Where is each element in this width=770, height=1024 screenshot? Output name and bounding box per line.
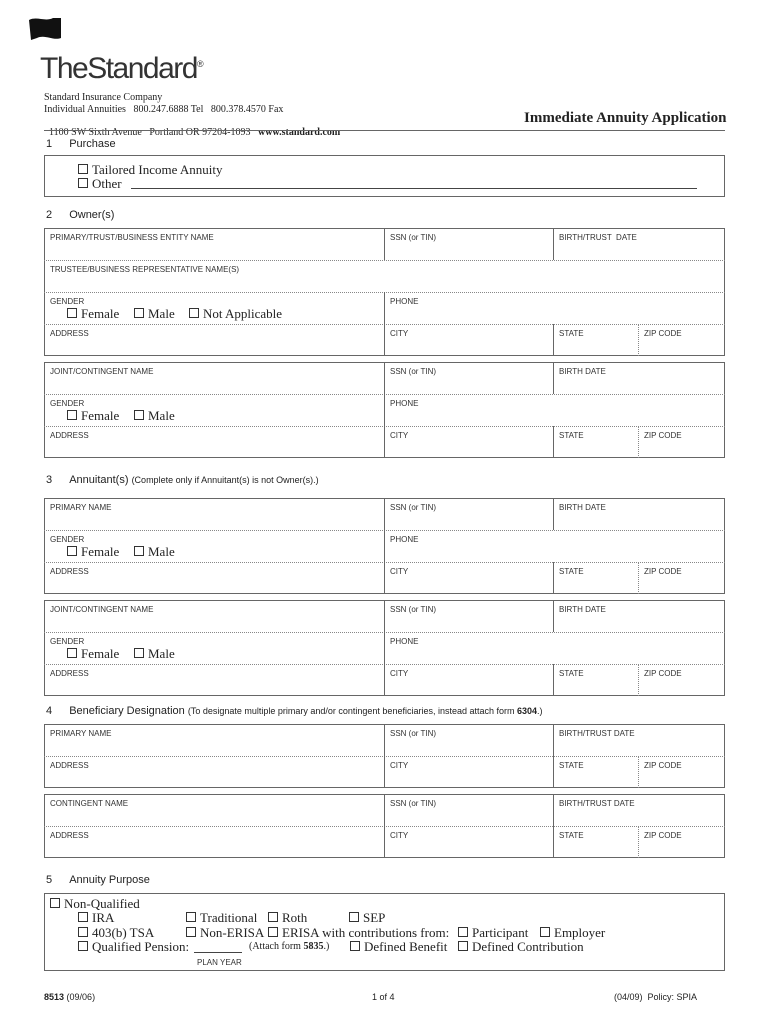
annuitant-joint-name-field[interactable]: JOINT/CONTINGENT NAME [50,605,154,614]
annuitant-ssn-field[interactable]: SSN (or TIN) [390,503,437,512]
employer-label: Employer [554,925,606,940]
form-number [44,992,95,1002]
divider [553,794,554,858]
divider [384,794,385,858]
logo-registered: ® [196,59,203,69]
owner-state-field[interactable]: STATE [559,329,584,338]
divider [638,756,639,788]
section-3-heading [46,474,319,486]
defined-benefit-label: Defined Benefit [364,939,448,954]
beneficiary-state-field[interactable]: STATE [559,761,584,770]
section-4-number: 4 [46,705,53,717]
divider [384,362,385,458]
company-website[interactable]: www.standard.com [257,127,341,138]
divider [553,228,554,260]
annuitant-joint-phone-field[interactable]: PHONE [390,637,419,646]
male-label: Male [148,544,175,559]
beneficiary-contingent-city-field[interactable]: CITY [390,831,409,840]
traditional-label: Traditional [200,910,258,925]
owner-primary-name-field[interactable]: PRIMARY/TRUST/BUSINESS ENTITY NAME [50,233,214,242]
policy-info: (04/09) Policy: SPIA [614,992,698,1002]
divider [384,228,385,260]
divider [553,324,554,356]
non-erisa-label: Non-ERISA [200,925,265,940]
participant-label: Participant [472,925,529,940]
divider [553,426,554,458]
owner-joint-state-field[interactable]: STATE [559,431,584,440]
defined-contribution-checkbox[interactable] [458,939,584,955]
header-rule [44,130,725,131]
annuitant-joint-birth-field[interactable]: BIRTH DATE [559,605,606,614]
attach-form-note [249,941,329,952]
annuitant-joint-zip-field[interactable]: ZIP CODE [644,669,682,678]
page-number: 1 of 4 [372,992,395,1002]
attach-text: (Attach form [249,941,304,952]
section-2-number: 2 [46,209,53,221]
attach-text-end: .) [323,941,330,952]
male-label: Male [148,408,175,423]
other-checkbox[interactable] [78,176,122,192]
owner-not-applicable-checkbox[interactable] [189,306,282,322]
section-1-heading [46,138,116,150]
annuitant-address-field[interactable]: ADDRESS [50,567,89,576]
owner-ssn-field[interactable]: SSN (or TIN) [390,233,437,242]
male-label: Male [148,306,175,321]
owner-zip-field[interactable]: ZIP CODE [644,329,682,338]
annuitant-joint-gender-label: GENDER [50,637,85,646]
divider [553,498,554,530]
ira-label: IRA [92,910,115,925]
sep-checkbox[interactable] [349,910,385,926]
divider [638,426,639,458]
female-label: Female [81,408,120,423]
note-text: (To designate multiple primary and/or contingent beneficiaries, instead attach form [187,706,518,716]
owner-male-checkbox[interactable] [134,306,175,322]
form-5835-ref: 5835 [303,941,324,952]
owner-birth-trust-field[interactable]: BIRTH/TRUST DATE [559,233,637,242]
owner-phone-field[interactable]: PHONE [390,297,419,306]
divider [638,562,639,594]
erisa-label: ERISA with contributions from: [282,925,450,940]
annuitant-joint-address-field[interactable]: ADDRESS [50,669,89,678]
tailored-income-label: Tailored Income Annuity [92,162,223,177]
owner-joint-zip-field[interactable]: ZIP CODE [644,431,682,440]
section-1-title: Purchase [69,138,116,150]
other-label: Other [92,176,122,191]
annuitant-primary-name-field[interactable]: PRIMARY NAME [50,503,112,512]
qualified-pension-label: Qualified Pension: [92,939,190,954]
divider [384,498,385,594]
beneficiary-contingent-birth-field[interactable]: BIRTH/TRUST DATE [559,799,635,808]
beneficiary-city-field[interactable]: CITY [390,761,409,770]
divider [384,292,385,356]
note-text-end: .) [537,706,543,716]
male-label: Male [148,646,175,661]
beneficiary-zip-field[interactable]: ZIP CODE [644,761,682,770]
owner-trustee-field[interactable]: TRUSTEE/BUSINESS REPRESENTATIVE NAME(S) [50,265,240,274]
divider [638,826,639,858]
beneficiary-primary-name-field[interactable]: PRIMARY NAME [50,729,112,738]
owner-joint-ssn-field[interactable]: SSN (or TIN) [390,367,437,376]
roth-label: Roth [282,910,308,925]
company-logo [40,52,202,86]
annuitant-gender-label: GENDER [50,535,85,544]
other-input-line[interactable] [131,188,697,189]
annuitant-phone-field[interactable]: PHONE [390,535,419,544]
company-address-line [44,116,340,138]
beneficiary-birth-trust-field[interactable]: BIRTH/TRUST DATE [559,729,635,738]
section-5-title: Annuity Purpose [69,874,150,886]
owner-joint-male-checkbox[interactable] [134,408,175,424]
company-name: Standard Insurance Company [44,92,163,103]
female-label: Female [81,646,120,661]
owner-address-field[interactable]: ADDRESS [50,329,89,338]
owner-joint-address-field[interactable]: ADDRESS [50,431,89,440]
defined-contribution-label: Defined Contribution [472,939,584,954]
divider [553,562,554,594]
section-4-note [188,706,543,716]
defined-benefit-checkbox[interactable] [350,939,447,955]
beneficiary-contingent-state-field[interactable]: STATE [559,831,584,840]
section-1-number: 1 [46,138,53,150]
divider [553,362,554,394]
section-3-number: 3 [46,474,53,486]
logo-standard: Standard [87,52,197,85]
annuitant-joint-female-checkbox[interactable] [67,646,119,662]
divider [553,664,554,696]
form-6304-ref: 6304 [517,706,538,716]
divider [638,324,639,356]
company-address: 1100 SW Sixth Avenue Portland OR 97204-1093 [49,127,251,138]
annuitant-joint-city-field[interactable]: CITY [390,669,409,678]
annuitant-female-checkbox[interactable] [67,544,119,560]
annuitant-birth-field[interactable]: BIRTH DATE [559,503,606,512]
divider [384,724,385,788]
owner-female-checkbox[interactable] [67,306,119,322]
section-3-note: (Complete only if Annuitant(s) is not Owner(s).) [131,475,319,485]
owner-joint-birth-field[interactable]: BIRTH DATE [559,367,606,376]
form-title: Immediate Annuity Application [524,110,727,126]
sep-label: SEP [363,910,386,925]
company-phones: Individual Annuities 800.247.6888 Tel 800.378.4570 Fax [44,104,284,115]
owner-gender-label: GENDER [50,297,85,306]
annuitant-zip-field[interactable]: ZIP CODE [644,567,682,576]
female-label: Female [81,306,120,321]
section-2-heading [46,209,114,221]
logo-the: The [40,52,88,85]
section-4-heading [46,705,543,717]
beneficiary-contingent-zip-field[interactable]: ZIP CODE [644,831,682,840]
tsa-label: 403(b) TSA [92,925,155,940]
owner-city-field[interactable]: CITY [390,329,409,338]
roth-checkbox[interactable] [268,910,307,926]
flag-logo-icon [27,16,63,42]
annuitant-city-field[interactable]: CITY [390,567,409,576]
beneficiary-address-field[interactable]: ADDRESS [50,761,89,770]
section-5-heading [46,874,150,886]
plan-year-input-line[interactable] [194,952,242,953]
divider [44,260,725,261]
beneficiary-ssn-field[interactable]: SSN (or TIN) [390,729,437,738]
owner-joint-city-field[interactable]: CITY [390,431,409,440]
qualified-pension-checkbox[interactable] [78,939,189,955]
section-5-number: 5 [46,874,53,886]
divider [553,724,554,788]
owner-joint-gender-label: GENDER [50,399,85,408]
owner-joint-phone-field[interactable]: PHONE [390,399,419,408]
divider [638,664,639,696]
ira-checkbox[interactable] [78,910,114,926]
section-3-title: Annuitant(s) [69,474,129,486]
form-no: 8513 [44,992,65,1002]
annuitant-joint-state-field[interactable]: STATE [559,669,584,678]
form-date: (09/06) [66,992,96,1002]
traditional-checkbox[interactable] [186,910,257,926]
owner-joint-female-checkbox[interactable] [67,408,119,424]
section-2-title: Owner(s) [69,209,115,221]
plan-year-label: PLAN YEAR [197,958,242,967]
female-label: Female [81,544,120,559]
annuitant-state-field[interactable]: STATE [559,567,584,576]
beneficiary-contingent-address-field[interactable]: ADDRESS [50,831,89,840]
divider [384,600,385,696]
beneficiary-contingent-ssn-field[interactable]: SSN (or TIN) [390,799,437,808]
section-4-title: Beneficiary Designation [69,705,185,717]
not-applicable-label: Not Applicable [203,306,283,321]
annuitant-male-checkbox[interactable] [134,544,175,560]
owner-joint-name-field[interactable]: JOINT/CONTINGENT NAME [50,367,154,376]
annuitant-joint-male-checkbox[interactable] [134,646,175,662]
non-qualified-label: Non-Qualified [64,896,140,911]
beneficiary-contingent-name-field[interactable]: CONTINGENT NAME [50,799,129,808]
non-erisa-checkbox[interactable] [186,925,264,941]
divider [553,600,554,632]
annuitant-joint-ssn-field[interactable]: SSN (or TIN) [390,605,437,614]
